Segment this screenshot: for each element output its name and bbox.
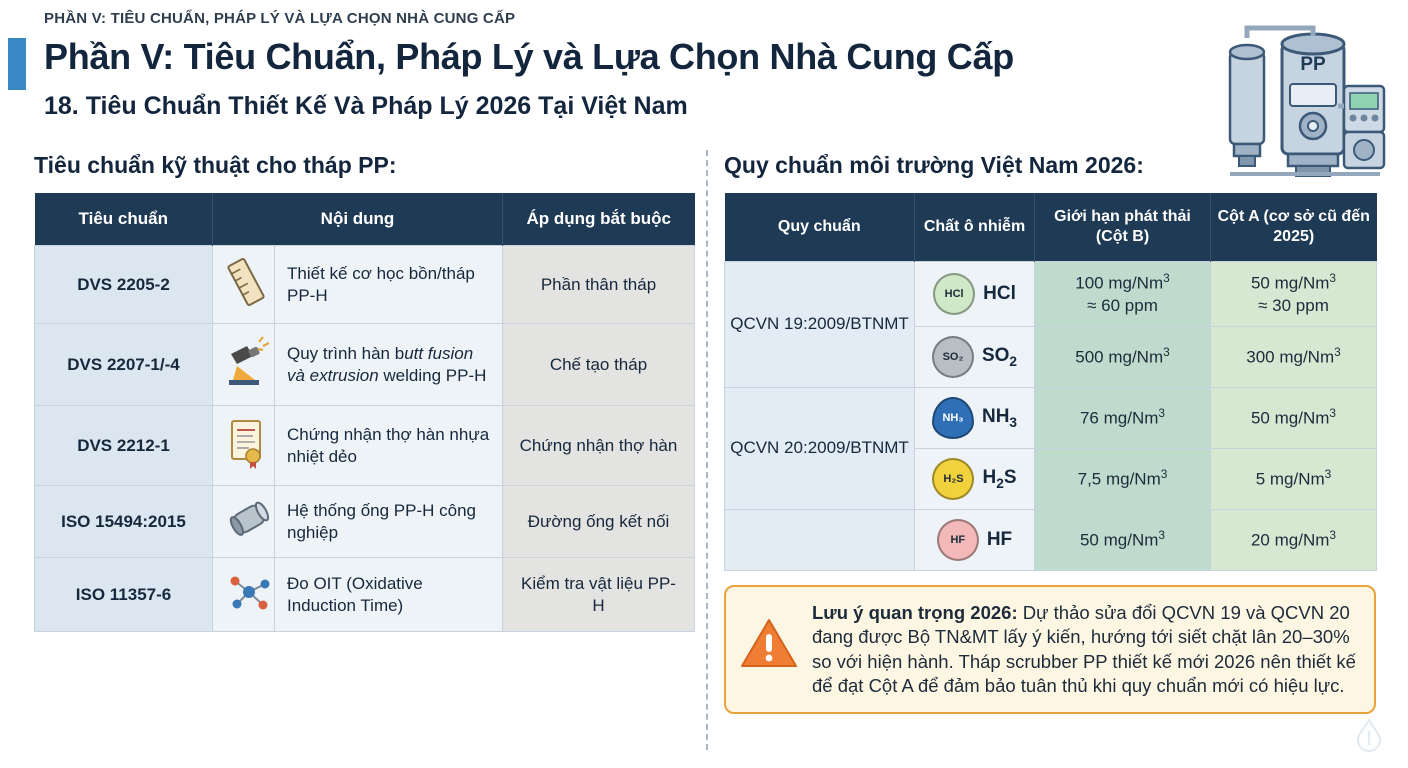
limit-a-value: 5 mg/Nm$^3$ — [1211, 448, 1377, 509]
hcl-badge-icon: HCl — [933, 273, 975, 315]
standard-apply: Phần thân tháp — [503, 246, 695, 324]
table-row — [35, 486, 695, 558]
content-text: Chứng nhận thợ hàn nhựa nhiệt dẻo — [287, 424, 490, 466]
limit-a-value: 50 $mg/Nm^3$ ≈ 30 ppm — [1211, 262, 1377, 327]
standard-name: DVS 2205-2 — [35, 246, 213, 324]
pollutant-cell — [915, 326, 1035, 387]
right-column — [724, 152, 1376, 714]
note-body: Dự thảo sửa đổi QCVN 19 và QCVN 20 đang được Bộ TN&MT lấy ý kiến, hướng tới siết chặt lân 20–30% so với hiện hành. Tháp scrubber PP thiết kế mới 2026 nên thiết kế để đạt Cột A để đảm bảo tuân thủ khi quy chuẩn mới có hiệu lực. — [812, 601, 1356, 697]
table-row — [35, 246, 695, 324]
page-subtitle: 18. Tiêu Chuẩn Thiết Kế Và Pháp Lý 2026 Tại Việt Nam — [44, 92, 688, 120]
col-standard: Tiêu chuẩn — [35, 193, 213, 246]
pollutant-label: $NH_3$ — [981, 405, 1018, 430]
content-text-pre: Quy trình hàn b — [287, 343, 405, 363]
standard-apply: Chế tạo tháp — [503, 324, 695, 406]
content-text-emphasis: utt fusion và extrusion — [287, 343, 474, 385]
standard-apply: Chứng nhận thợ hàn — [503, 406, 695, 486]
content-text: Đo OIT (Oxidative Induction Time) — [287, 573, 423, 615]
right-heading: Quy chuẩn môi trường Việt Nam 2026: — [724, 152, 1144, 178]
warning-triangle-icon — [740, 617, 798, 674]
standard-content — [275, 558, 503, 632]
note-text — [812, 601, 1358, 699]
limit-b-value: 100 $mg/Nm^3$ ≈ 60 ppm — [1035, 262, 1211, 327]
eyebrow-label: PHẦN V: TIÊU CHUẨN, PHÁP LÝ VÀ LỰA CHỌN NHÀ CUNG CẤP — [44, 10, 516, 27]
table-row — [725, 387, 1377, 448]
standard-apply: Kiểm tra vật liệu PP-H — [503, 558, 695, 632]
table-row — [35, 324, 695, 406]
pipe-icon — [213, 486, 275, 558]
col-regulation: Quy chuẩn — [725, 193, 915, 262]
regulation-name: QCVN 20:2009/BTNMT — [725, 387, 915, 509]
standard-name: DVS 2207-1/-4 — [35, 324, 213, 406]
standard-apply: Đường ống kết nối — [503, 486, 695, 558]
table-row — [35, 558, 695, 632]
standard-content — [275, 486, 503, 558]
limit-b-value: 50 mg/Nm$^3$ — [1035, 509, 1211, 570]
col-apply: Áp dụng bắt buộc — [503, 193, 695, 246]
table-row — [725, 262, 1377, 327]
pollutant-cell — [915, 509, 1035, 570]
so2-badge-icon: SO₂ — [932, 336, 974, 378]
content-text-post: welding PP-H — [378, 365, 487, 385]
pollutant-cell — [915, 387, 1035, 448]
limit-a-value: 20 mg/Nm$^3$ — [1211, 509, 1377, 570]
pollutant-label: $SO_2$ — [981, 344, 1018, 369]
table-header-row — [725, 193, 1377, 262]
standard-name: DVS 2212-1 — [35, 406, 213, 486]
left-heading: Tiêu chuẩn kỹ thuật cho tháp PP: — [34, 152, 397, 178]
nh3-badge-icon: NH₃ — [932, 397, 974, 439]
col-pollutant: Chất ô nhiễm — [915, 193, 1035, 262]
standard-name: ISO 15494:2015 — [35, 486, 213, 558]
table-row — [725, 509, 1377, 570]
environmental-standards-table — [724, 193, 1377, 571]
limit-b-value: 76 mg/Nm$^3$ — [1035, 387, 1211, 448]
pollutant-cell — [915, 262, 1035, 327]
svg-text:PP: PP — [1300, 54, 1326, 75]
col-content: Nội dung — [213, 193, 503, 246]
page-title: Phần V: Tiêu Chuẩn, Pháp Lý và Lựa Chọn Nhà Cung Cấp — [44, 36, 1014, 77]
table-header-row — [35, 193, 695, 246]
standard-name: ISO 11357-6 — [35, 558, 213, 632]
pollutant-label: $H_2S$ — [982, 466, 1017, 491]
h2s-badge-icon: H₂S — [932, 458, 974, 500]
standard-content — [275, 246, 503, 324]
regulation-name-empty — [725, 509, 915, 570]
hf-badge-icon: HF — [937, 519, 979, 561]
molecule-icon — [213, 558, 275, 632]
col-limit-b: Giới hạn phát thải (Cột B) — [1035, 193, 1211, 262]
note-lead: Lưu ý quan trọng 2026: — [812, 601, 1018, 623]
col-limit-a: Cột A (cơ sở cũ đến 2025) — [1211, 193, 1377, 262]
column-divider — [706, 150, 708, 750]
content-text: Thiết kế cơ học bồn/tháp PP-H — [287, 263, 475, 305]
left-column — [34, 152, 694, 632]
content-text: Hệ thống ống PP-H công nghiệp — [287, 500, 477, 542]
pollutant-label: HF — [986, 528, 1013, 550]
certificate-icon — [213, 406, 275, 486]
limit-b-value: 7,5 mg/Nm$^3$ — [1035, 448, 1211, 509]
standard-content — [275, 406, 503, 486]
important-note-box — [724, 585, 1376, 715]
table-row — [35, 406, 695, 486]
welding-torch-icon — [213, 324, 275, 406]
accent-bar — [8, 38, 26, 90]
limit-a-value: 300 mg/Nm$^3$ — [1211, 326, 1377, 387]
limit-a-value: 50 mg/Nm$^3$ — [1211, 387, 1377, 448]
ruler-icon — [213, 246, 275, 324]
standard-content — [275, 324, 503, 406]
regulation-name: QCVN 19:2009/BTNMT — [725, 262, 915, 388]
watermark-icon — [1352, 717, 1386, 758]
limit-b-value: 500 mg/Nm$^3$ — [1035, 326, 1211, 387]
pollutant-label: HCl — [983, 282, 1016, 304]
technical-standards-table — [34, 193, 695, 632]
pollutant-cell — [915, 448, 1035, 509]
